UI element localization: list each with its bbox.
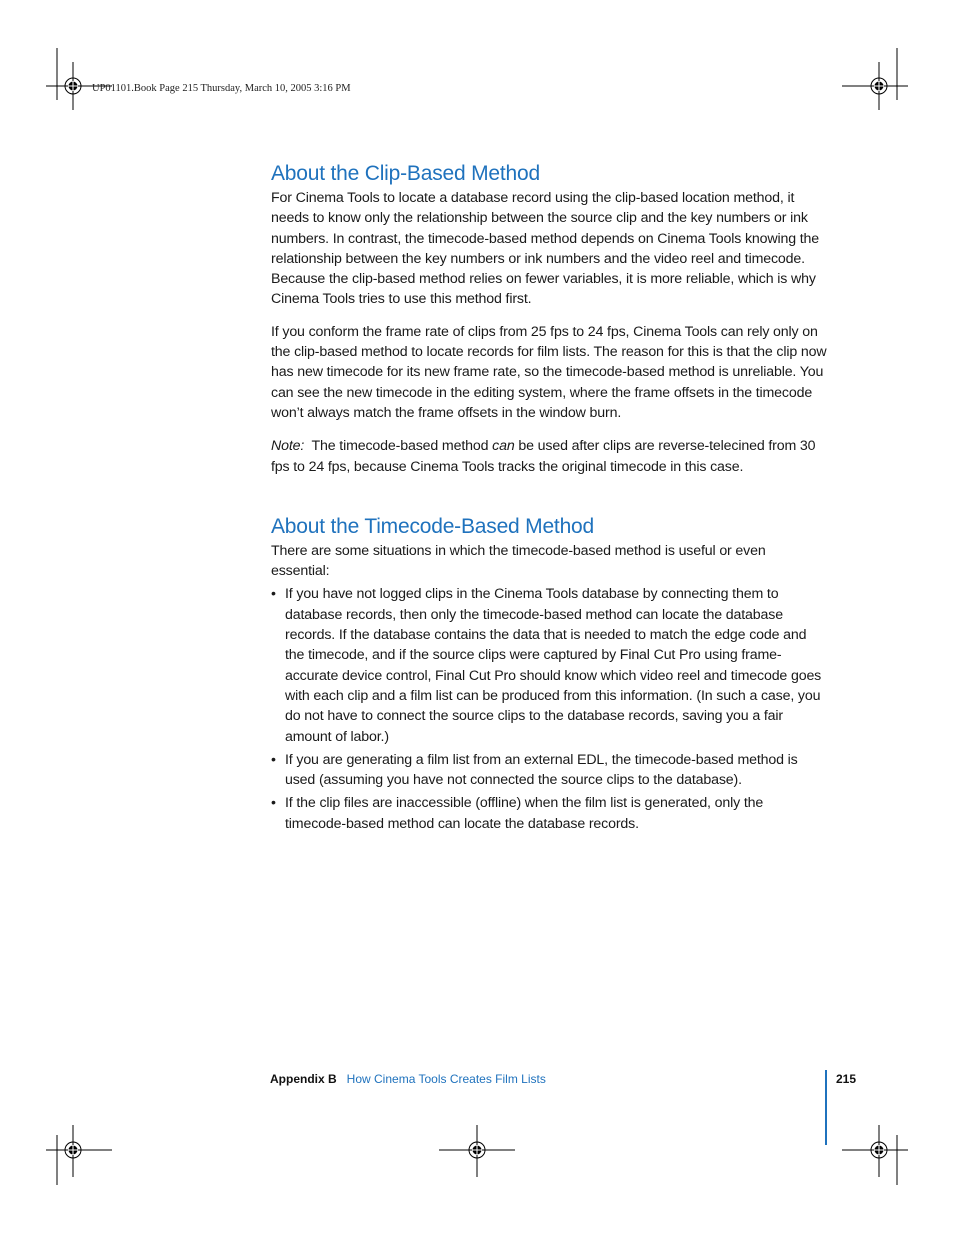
registration-mark-icon	[838, 1125, 908, 1187]
paragraph: For Cinema Tools to locate a database record using the clip-based location method, it needs to know only the relationship between the source clip and the key numbers or ink numbers. In contrast, the timecode-based method depends on Cinema Tools knowing the relationship between the key numbers or ink numbers and the video reel and timecode. Because the clip-based method relies on fewer variables, it is more reliable, which is why Cinema Tools tries to use this method first.	[271, 190, 820, 308]
footer-rule	[825, 1070, 827, 1145]
bullet-list	[271, 584, 827, 834]
registration-mark-icon	[46, 1125, 116, 1187]
paragraph: There are some situations in which the timecode-based method is useful or even essential:	[271, 542, 766, 580]
footer-chapter-title: How Cinema Tools Creates Film Lists	[346, 1072, 546, 1086]
list-item-text: If you have not logged clips in the Cinema Tools database by connecting them to database records, then only the timecode-based method can locate the database records. If the database contains the data that is needed to match the edge code and the timecode, and if the source clips were captured by Final Cut Pro using frame-accurate device control, Final Cut Pro should know which video reel and timecode goes with each clip and a film list can be produced from this information. (In such a case, you do not have to connect the source clips to the database records, saving you a fair amount of labor.)	[285, 586, 822, 745]
list-item	[271, 793, 827, 834]
bullet-marker: •	[271, 586, 276, 603]
page-body	[271, 160, 827, 837]
note-label: Note:	[271, 438, 305, 455]
note-paragraph	[271, 436, 827, 477]
note-emphasis: can	[492, 438, 515, 455]
note-text: be used after clips are reverse-telecined from 30 fps to 24 fps, because Cinema Tools tracks the original timecode in this case.	[271, 438, 816, 475]
print-slug: UP01101.Book Page 215 Thursday, March 10, 2005 3:16 PM	[92, 83, 351, 94]
list-item-text: If the clip files are inaccessible (offline) when the film list is generated, only the timecode-based method can locate the database records.	[285, 795, 764, 832]
registration-mark-icon	[437, 1125, 517, 1187]
note-text: The timecode-based method	[304, 438, 493, 455]
page-number: 215	[836, 1072, 857, 1086]
footer-appendix: Appendix B	[270, 1072, 337, 1086]
list-item-text: If you are generating a film list from an external EDL, the timecode-based method is used (assuming you have not connected the source clips to the database).	[285, 751, 798, 789]
section-heading: About the Clip-Based Method	[271, 162, 540, 185]
section-heading: About the Timecode-Based Method	[271, 514, 595, 538]
page-footer	[270, 1072, 546, 1086]
list-item	[271, 584, 827, 746]
list-item	[271, 750, 827, 791]
clip-based-section	[271, 160, 827, 477]
paragraph: If you conform the frame rate of clips from 25 fps to 24 fps, Cinema Tools can rely only on the clip-based method to locate records for film lists. The reason for this is that the clip now has new timecode for its new frame rate, so the timecode-based method is unreliable. You can see the new timecode in the editing system, where the frame offsets in the timecode won’t always match the frame offsets in the window burn.	[271, 323, 827, 421]
registration-mark-icon	[838, 48, 908, 118]
bullet-marker: •	[271, 751, 276, 768]
bullet-marker: •	[271, 795, 276, 812]
timecode-based-section	[271, 513, 827, 834]
